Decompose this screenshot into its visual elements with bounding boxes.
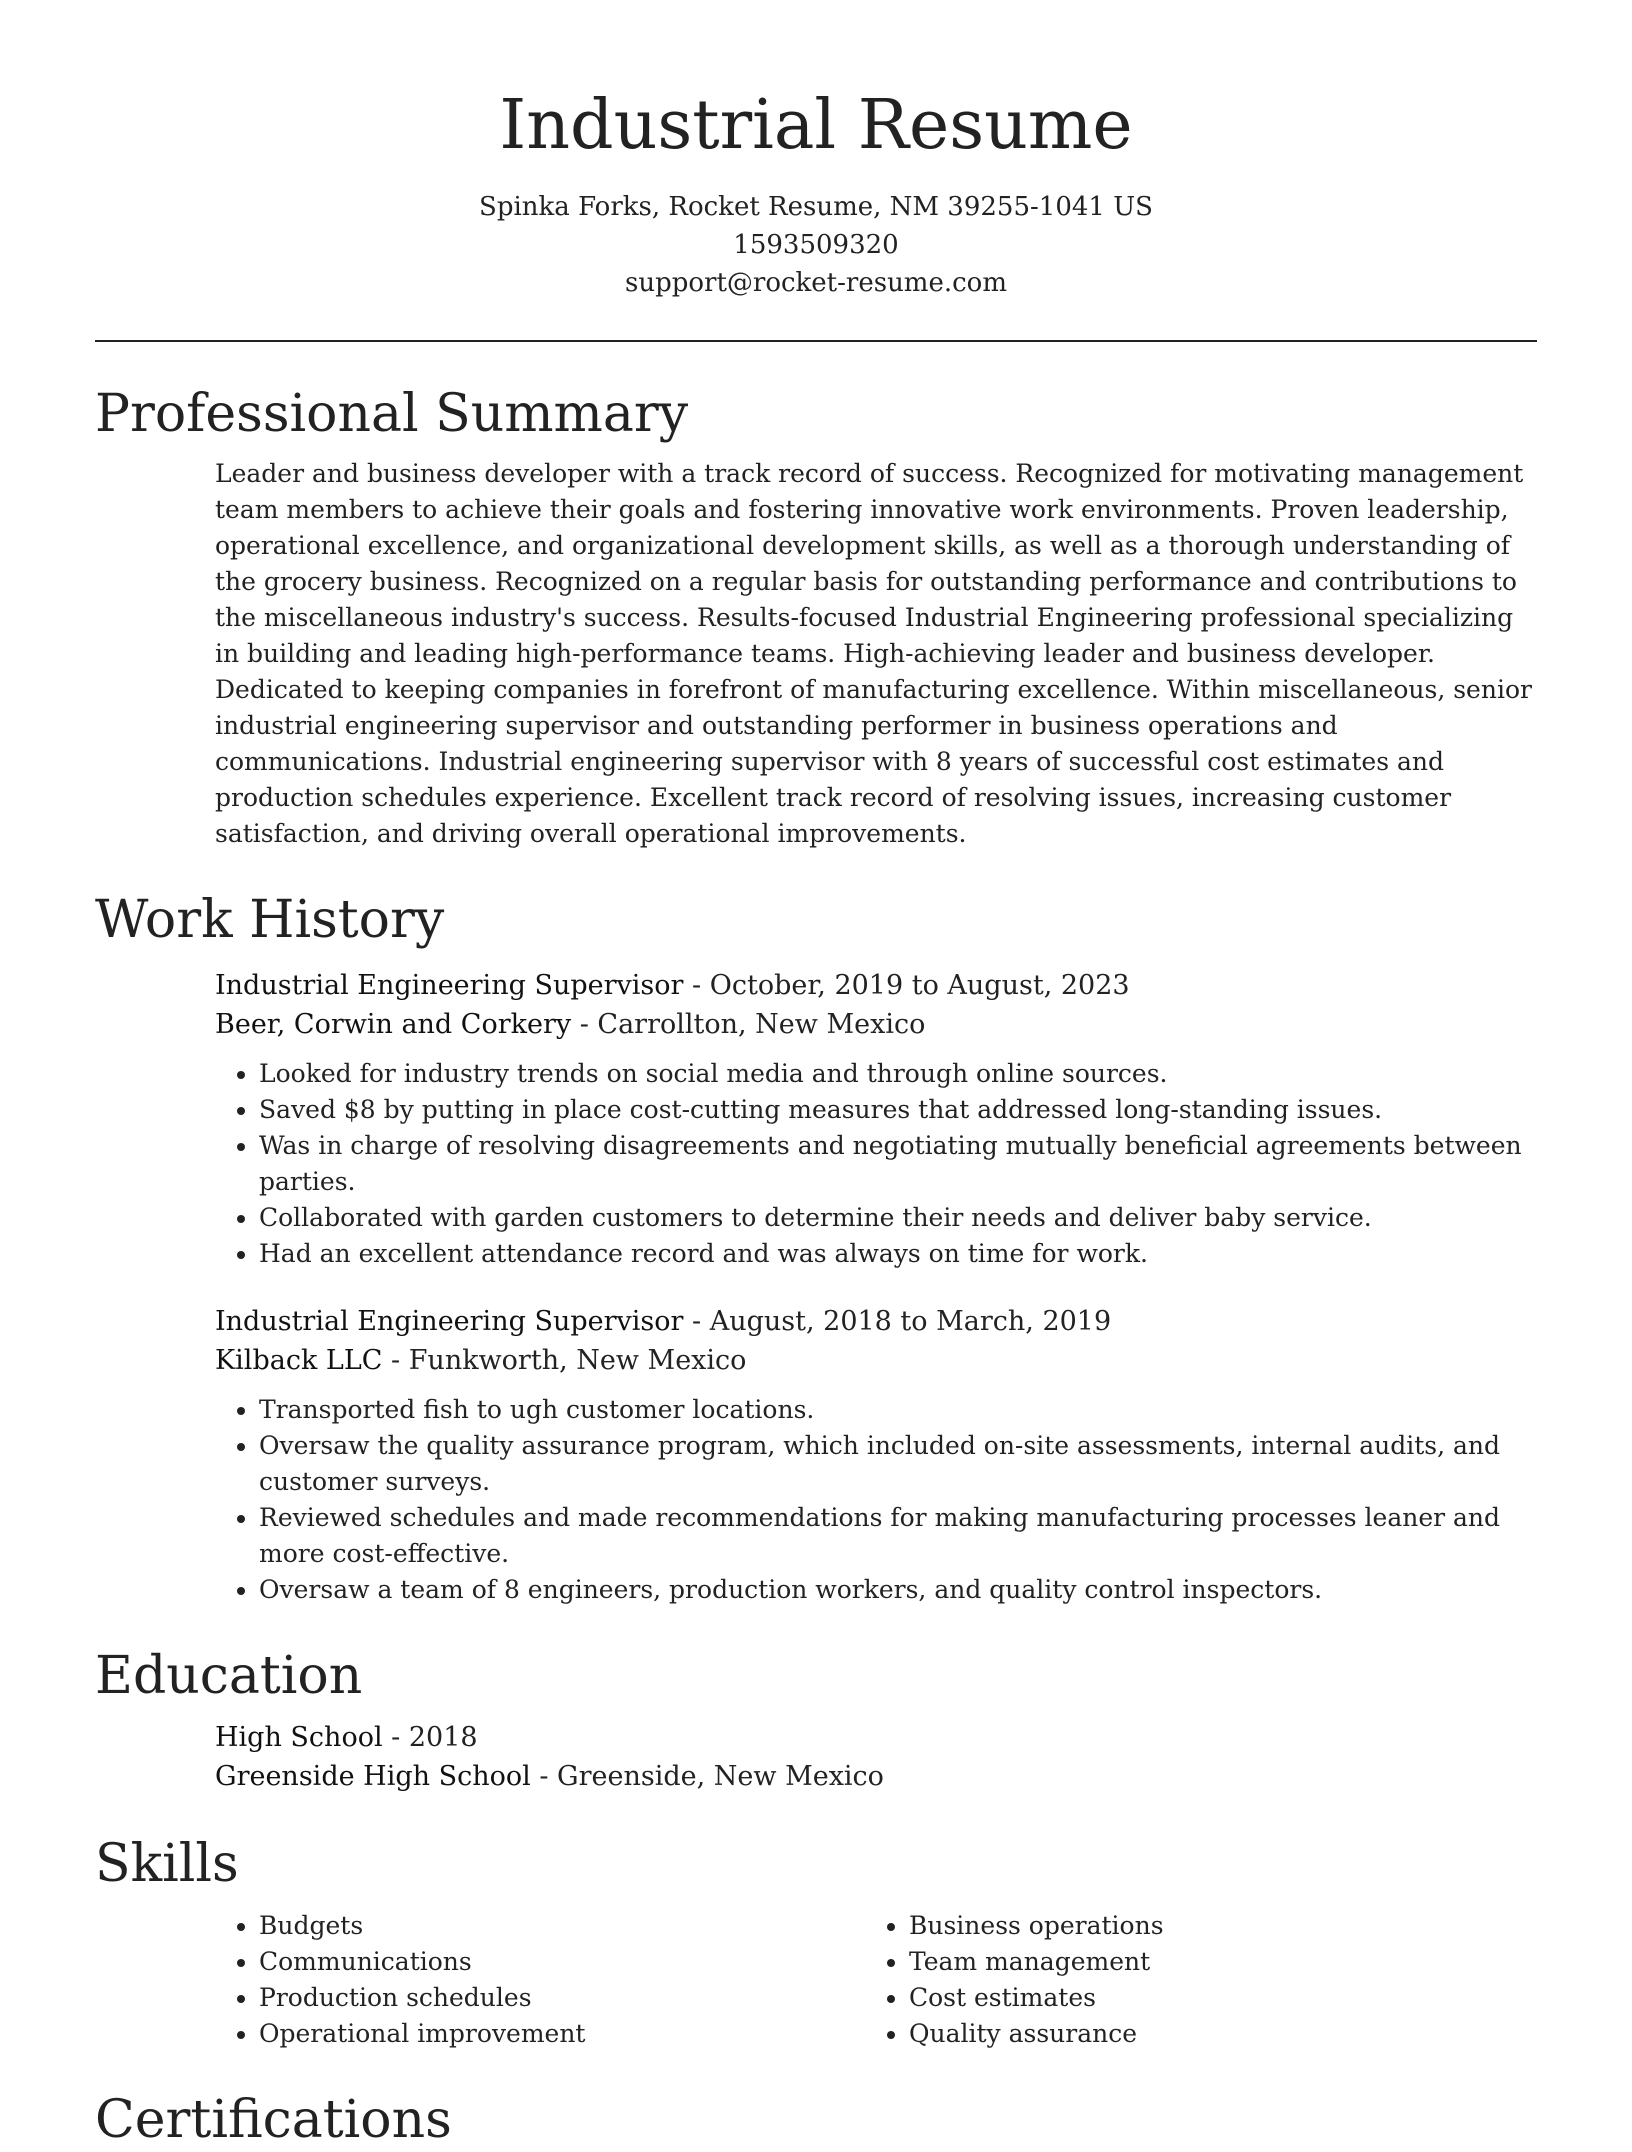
skill-item: • Communications bbox=[259, 1944, 865, 1980]
job-bullets bbox=[215, 1056, 1537, 1272]
contact-phone: 1593509320 bbox=[733, 230, 899, 260]
certifications-title: Certifications bbox=[95, 2090, 452, 2150]
education-year: - 2018 bbox=[382, 1722, 478, 1753]
job-position: Industrial Engineering Supervisor bbox=[215, 1306, 684, 1337]
job-company-line bbox=[215, 1341, 1537, 1380]
job-bullet: • Reviewed schedules and made recommendations for making manufacturing processes leaner and more cost-effective. bbox=[259, 1500, 1537, 1572]
contact-address: Spinka Forks, Rocket Resume, NM 39255-1041 US bbox=[479, 192, 1153, 222]
skill-item: • Cost estimates bbox=[909, 1980, 1515, 2016]
job-bullet: • Had an excellent attendance record and was always on time for work. bbox=[259, 1236, 1537, 1272]
skill-item: • Operational improvement bbox=[259, 2016, 865, 2052]
job-location: - Funkworth, New Mexico bbox=[382, 1345, 747, 1376]
job-title-line bbox=[215, 966, 1537, 1005]
work-history-section bbox=[95, 888, 1537, 1608]
skill-item: • Team management bbox=[909, 1944, 1515, 1980]
resume-header bbox=[95, 0, 1537, 302]
summary-title: Professional Summary bbox=[95, 384, 689, 444]
summary-text: Leader and business developer with a track record of success. Recognized for motivating management team members to achieve their goals and fostering innovative work environments. Proven leadership, operational excellence, and organizational development skills, as well as a thorough understanding of the grocery business. Recognized on a regular basis for outstanding performance and contributions to the miscellaneous industry's success. Results-focused Industrial Engineering professional specializing in building and leading high-performance teams. High-achieving leader and business developer. Dedicated to keeping companies in forefront of manufacturing excellence. Within miscellaneous, senior industrial engineering supervisor and outstanding performer in business operations and communications. Industrial engineering supervisor with 8 years of successful cost estimates and production schedules experience. Excellent track record of resolving issues, increasing customer satisfaction, and driving overall operational improvements. bbox=[215, 459, 1532, 848]
skills-grid bbox=[215, 1908, 1537, 2052]
skill-item: • Quality assurance bbox=[909, 2016, 1515, 2052]
job-bullet: • Oversaw the quality assurance program, which included on-site assessments, internal audits, and customer surveys. bbox=[259, 1428, 1537, 1500]
skill-item: • Business operations bbox=[909, 1908, 1515, 1944]
skills-section bbox=[95, 1832, 1537, 2052]
skill-item: • Budgets bbox=[259, 1908, 865, 1944]
job-bullet: • Looked for industry trends on social media and through online sources. bbox=[259, 1056, 1537, 1092]
header-divider bbox=[95, 340, 1537, 342]
skills-column-right bbox=[865, 1908, 1515, 2052]
work-history-title: Work History bbox=[95, 890, 445, 950]
education-section bbox=[95, 1644, 1537, 1796]
job-bullet: • Collaborated with garden customers to determine their needs and deliver baby service. bbox=[259, 1200, 1537, 1236]
skill-item: • Production schedules bbox=[259, 1980, 865, 2016]
education-title: Education bbox=[95, 1646, 363, 1706]
skills-title: Skills bbox=[95, 1834, 239, 1894]
job-dates: - August, 2018 to March, 2019 bbox=[683, 1306, 1112, 1337]
education-school-line bbox=[215, 1757, 1537, 1796]
job-company: Kilback LLC bbox=[215, 1345, 383, 1376]
education-location: - Greenside, New Mexico bbox=[530, 1761, 884, 1792]
job-bullet: • Transported fish to ugh customer locations. bbox=[259, 1392, 1537, 1428]
contact-email: support@rocket-resume.com bbox=[624, 268, 1007, 298]
education-degree: High School bbox=[215, 1722, 383, 1753]
job-bullets bbox=[215, 1392, 1537, 1608]
summary-section bbox=[95, 382, 1537, 852]
job-location: - Carrollton, New Mexico bbox=[571, 1009, 926, 1040]
education-degree-line bbox=[215, 1718, 1537, 1757]
job-bullet: • Oversaw a team of 8 engineers, production workers, and quality control inspectors. bbox=[259, 1572, 1537, 1608]
job-entry bbox=[215, 1302, 1537, 1608]
education-school: Greenside High School bbox=[215, 1761, 531, 1792]
skills-column-left bbox=[215, 1908, 865, 2052]
job-company-line bbox=[215, 1005, 1537, 1044]
resume-name: Industrial Resume bbox=[499, 86, 1133, 165]
job-bullet: • Was in charge of resolving disagreements and negotiating mutually beneficial agreements between parties. bbox=[259, 1128, 1537, 1200]
job-company: Beer, Corwin and Corkery bbox=[215, 1009, 572, 1040]
certifications-section bbox=[95, 2088, 1537, 2152]
job-position: Industrial Engineering Supervisor bbox=[215, 970, 684, 1001]
job-bullet: • Saved $8 by putting in place cost-cutting measures that addressed long-standing issues. bbox=[259, 1092, 1537, 1128]
job-entry bbox=[215, 966, 1537, 1272]
job-title-line bbox=[215, 1302, 1537, 1341]
job-dates: - October, 2019 to August, 2023 bbox=[683, 970, 1130, 1001]
